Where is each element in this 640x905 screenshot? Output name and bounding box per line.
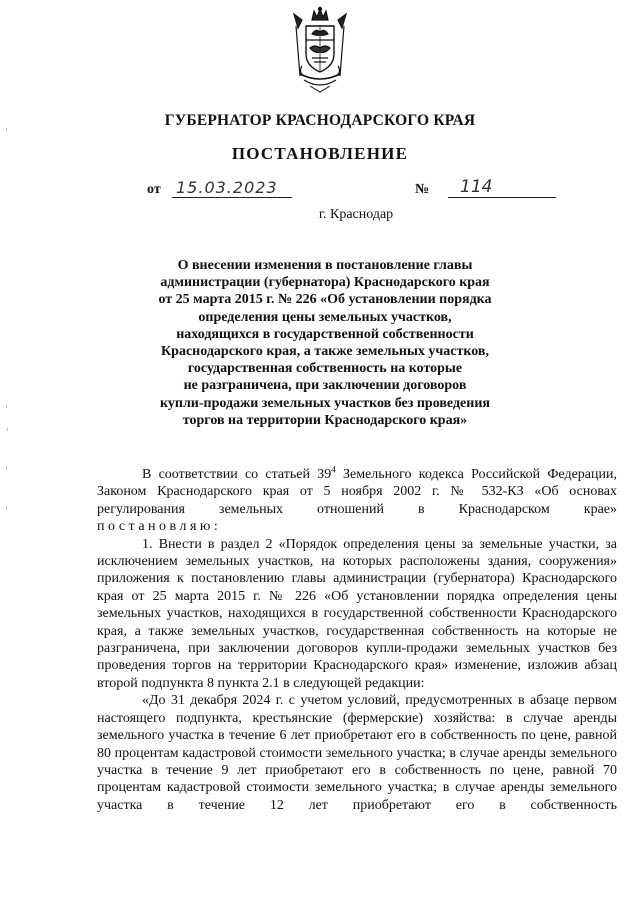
- subject-line: находящихся в государственной собственности: [176, 326, 474, 342]
- document-subject: [150, 257, 500, 429]
- number-underline: [448, 197, 556, 198]
- preamble-paragraph: [97, 466, 617, 518]
- subject-line: О внесении изменения в постановление главы: [177, 258, 473, 273]
- handwritten-date: 15.03.2023: [176, 178, 278, 197]
- city-name: г. Краснодар: [318, 207, 394, 222]
- subject-line: администрации (губернатора) Краснодарского края: [160, 275, 490, 291]
- date-underline: [172, 197, 292, 198]
- decree-word: постановляю:: [97, 519, 222, 535]
- article-superscript: 4: [331, 464, 336, 475]
- subject-line: торгов на территории Краснодарского края»: [182, 412, 468, 428]
- subject-line: государственная собственность на которые: [187, 361, 463, 377]
- document-type: ПОСТАНОВЛЕНИЕ: [231, 144, 409, 163]
- subject-line: не разграничена, при заключении договоров: [183, 378, 467, 394]
- preamble-text-start: В соответствии со статьей 39: [142, 467, 332, 482]
- date-number-row: [0, 177, 640, 204]
- quoted-paragraph: «До 31 декабря 2024 г. с учетом условий, предусмотренных в абзаце первом настоящего подпункта, крестьянские (фермерские) хозяйства: в случае аренды земельного участка в течение 6 лет приобретают его в собственность по цене, равной 80 процентам кадастровой стоимости земельного участка; в случае аренды земельного участка в течение 9 лет приобретают его в собственность по цене, равной 70 процентам кадастровой стоимости земельного участка; в случае аренды земельного участка в течение 12 лет приобретают его в собственность: [97, 693, 617, 813]
- subject-line: определения цены земельных участков,: [198, 309, 452, 325]
- subject-line: от 25 марта 2015 г. № 226 «Об установлении порядка: [158, 292, 492, 308]
- scan-speck: [6, 405, 7, 408]
- krasnodar-coat-of-arms-emblem: [290, 6, 350, 94]
- preamble-text-end: Земельного кодекса Российской Федерации, Законом Краснодарского края от 5 ноября 2002 г. № 532-КЗ «Об основах регулирования земельных отношений в Краснодарском крае»: [97, 467, 617, 517]
- scan-speck: [6, 506, 7, 509]
- authority-title: ГУБЕРНАТОР КРАСНОДАРСКОГО КРАЯ: [164, 112, 476, 129]
- number-prefix: №: [415, 182, 430, 197]
- subject-line: купли-продажи земельных участков без проведения: [160, 395, 490, 411]
- scan-speck: [6, 466, 7, 469]
- document-body: [97, 466, 617, 814]
- clause-1-paragraph: 1. Внести в раздел 2 «Порядок определения цены за земельные участки, за исключением земельных участков, на которых расположены здания, сооружения» приложения к постановлению главы администрации (губернатора) Краснодарского края от 25 марта 2015 г. № 226 «Об установлении порядка определения цены земельных участков, находящихся в государственной собственности Краснодарского края, а также земельных участков, государственная собственность на которые не разграничена, при заключении договоров купли-продажи земельных участков без проведения торгов на территории Краснодарского края» изменение, изложив абзац второй подпункта 8 пункта 2.1 в следующей редакции:: [97, 536, 617, 691]
- scan-speck: [6, 128, 7, 131]
- date-prefix: от: [147, 182, 161, 197]
- subject-line: Краснодарского края, а также земельных участков,: [161, 344, 489, 360]
- handwritten-number: 114: [460, 177, 493, 197]
- scan-speck: [7, 428, 8, 431]
